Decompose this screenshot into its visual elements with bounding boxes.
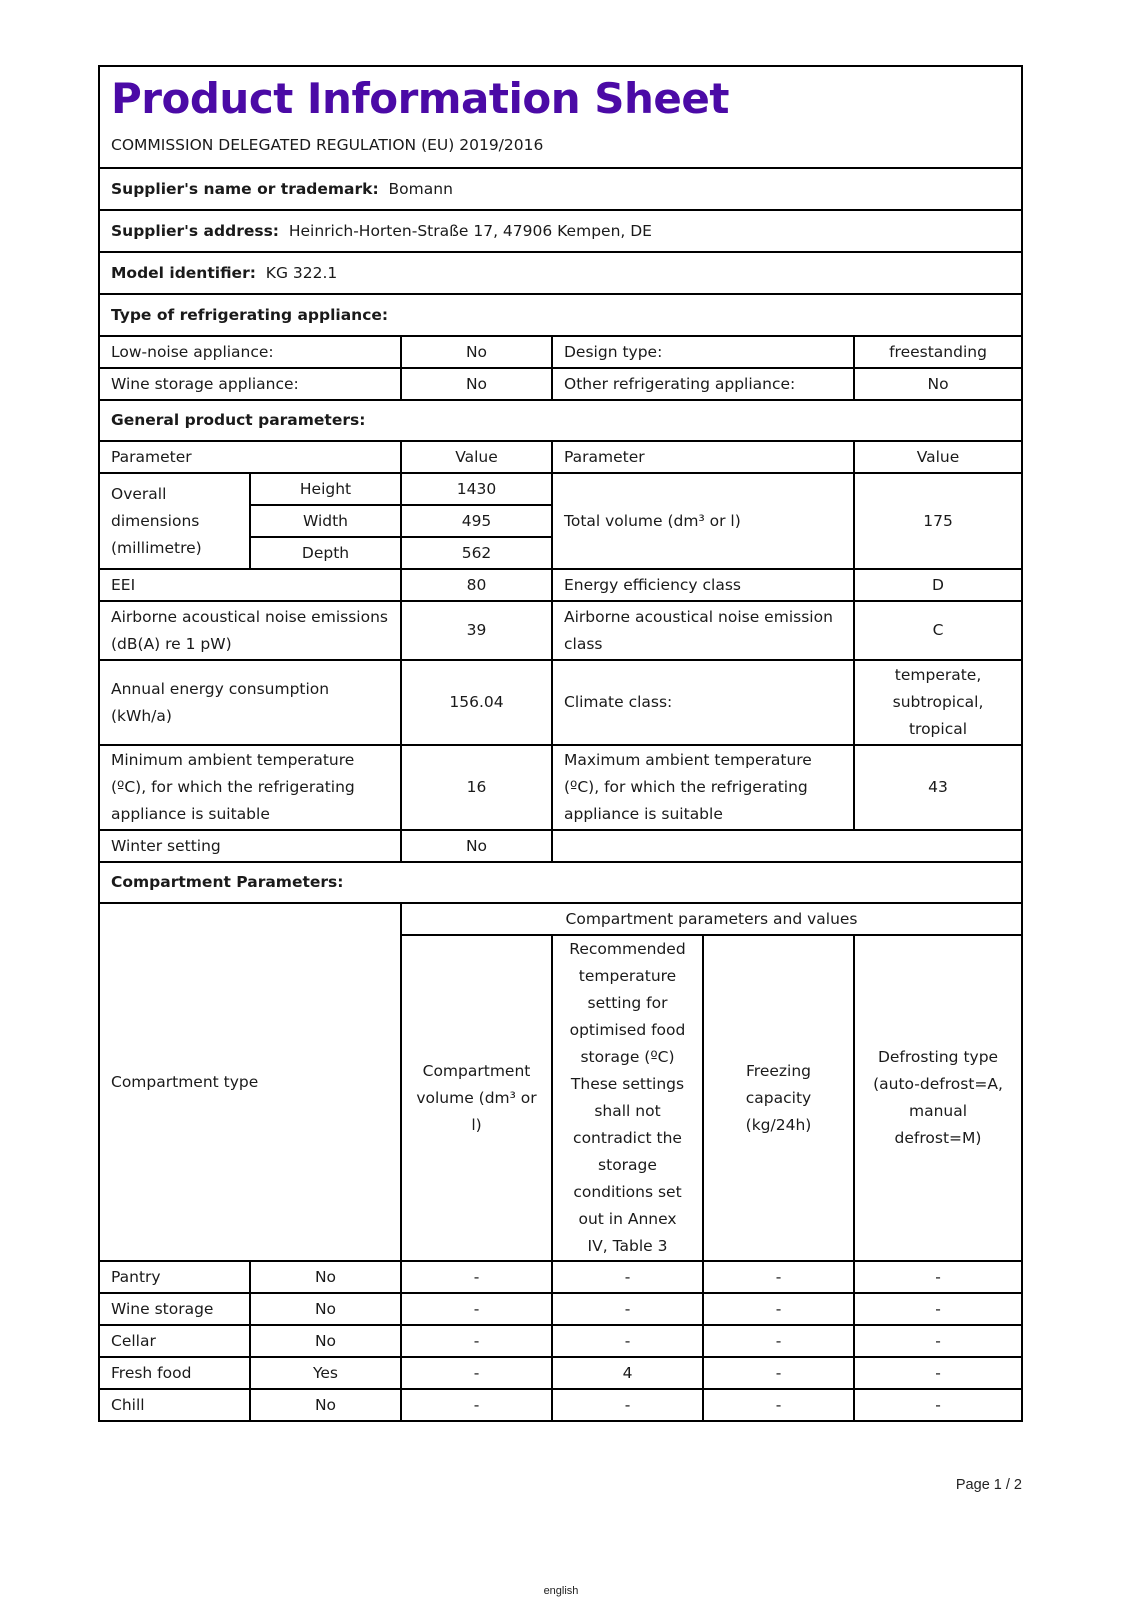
low-noise-value: No <box>401 336 552 368</box>
low-noise-row <box>99 336 1022 368</box>
supplier-name-row <box>99 168 1022 210</box>
table-row <box>99 1357 1022 1389</box>
low-noise-label: Low-noise appliance: <box>99 336 401 368</box>
annual-energy-value: 156.04 <box>401 660 552 745</box>
appliance-type-heading-row <box>99 294 1022 336</box>
compartment-temperature: 4 <box>552 1357 703 1389</box>
ambient-temperature-row <box>99 745 1022 830</box>
general-heading: General product parameters: <box>99 400 1022 441</box>
compartment-present: Yes <box>250 1357 401 1389</box>
compartment-freezing: - <box>703 1357 854 1389</box>
total-volume-value: 175 <box>854 473 1022 569</box>
noise-row <box>99 601 1022 660</box>
wine-storage-row <box>99 368 1022 400</box>
width-label: Width <box>250 505 401 537</box>
compartment-volume: - <box>401 1389 552 1421</box>
compartment-temperature: - <box>552 1293 703 1325</box>
other-appliance-label: Other refrigerating appliance: <box>552 368 854 400</box>
compartment-present: No <box>250 1261 401 1293</box>
compartment-present: No <box>250 1325 401 1357</box>
depth-value: 562 <box>401 537 552 569</box>
appliance-type-heading: Type of refrigerating appliance: <box>99 294 1022 336</box>
height-row <box>99 473 1022 505</box>
value-header-left: Value <box>401 441 552 473</box>
compartment-type-header: Compartment type <box>99 903 401 1261</box>
general-heading-row <box>99 400 1022 441</box>
regulation-subtitle: COMMISSION DELEGATED REGULATION (EU) 2019/2016 <box>111 136 544 154</box>
min-temp-value: 16 <box>401 745 552 830</box>
model-identifier-label: Model identifier: <box>111 263 256 282</box>
parameter-header-right: Parameter <box>552 441 854 473</box>
compartment-heading-row <box>99 862 1022 903</box>
noise-label: Airborne acoustical noise emissions (dB(A) re 1 pW) <box>99 601 401 660</box>
page-number: Page 1 / 2 <box>955 1477 1022 1493</box>
winter-setting-row <box>99 830 1022 862</box>
compartment-volume: - <box>401 1325 552 1357</box>
noise-class-label: Airborne acoustical noise emission class <box>552 601 854 660</box>
compartment-defrost: - <box>854 1325 1022 1357</box>
min-temp-label: Minimum ambient temperature (ºC), for which the refrigerating appliance is suitable <box>99 745 401 830</box>
compartment-freezing: - <box>703 1261 854 1293</box>
table-row <box>99 1293 1022 1325</box>
climate-class-label: Climate class: <box>552 660 854 745</box>
table-row <box>99 1325 1022 1357</box>
parameter-header-left: Parameter <box>99 441 401 473</box>
general-header-row <box>99 441 1022 473</box>
noise-value: 39 <box>401 601 552 660</box>
energy-class-label: Energy efficiency class <box>552 569 854 601</box>
model-identifier-row <box>99 252 1022 294</box>
compartment-name: Cellar <box>99 1325 250 1357</box>
recommended-temperature-header: Recommended temperature setting for optimised food storage (ºC) These settings shall not contradict the storage conditions set out in Annex IV, Table 3 <box>552 935 703 1261</box>
eei-value: 80 <box>401 569 552 601</box>
design-type-label: Design type: <box>552 336 854 368</box>
winter-setting-label: Winter setting <box>99 830 401 862</box>
value-header-right: Value <box>854 441 1022 473</box>
supplier-address-value: Heinrich-Horten-Straße 17, 47906 Kempen, DE <box>288 221 652 240</box>
compartment-temperature: - <box>552 1389 703 1421</box>
dimensions-label: Overall dimensions (millimetre) <box>99 473 250 569</box>
wine-storage-value: No <box>401 368 552 400</box>
product-information-sheet <box>98 65 1021 1422</box>
freezing-capacity-header: Freezing capacity (kg/24h) <box>703 935 854 1261</box>
supplier-name-label: Supplier's name or trademark: <box>111 179 379 198</box>
total-volume-label: Total volume (dm³ or l) <box>552 473 854 569</box>
compartment-header-row-1 <box>99 903 1022 935</box>
compartment-volume-header: Compartment volume (dm³ or l) <box>401 935 552 1261</box>
noise-class-value: C <box>854 601 1022 660</box>
supplier-address-label: Supplier's address: <box>111 221 279 240</box>
info-table <box>98 65 1023 1422</box>
language-label: english <box>543 1585 579 1597</box>
winter-setting-value: No <box>401 830 552 862</box>
defrosting-type-header: Defrosting type (auto-defrost=A, manual defrost=M) <box>854 935 1022 1261</box>
compartment-present: No <box>250 1293 401 1325</box>
title-row <box>99 66 1022 168</box>
compartment-freezing: - <box>703 1325 854 1357</box>
compartment-volume: - <box>401 1261 552 1293</box>
compartment-defrost: - <box>854 1357 1022 1389</box>
eei-row <box>99 569 1022 601</box>
width-value: 495 <box>401 505 552 537</box>
compartment-defrost: - <box>854 1293 1022 1325</box>
wine-storage-label: Wine storage appliance: <box>99 368 401 400</box>
table-row <box>99 1261 1022 1293</box>
compartment-params-header: Compartment parameters and values <box>401 903 1022 935</box>
compartment-name: Fresh food <box>99 1357 250 1389</box>
compartment-name: Pantry <box>99 1261 250 1293</box>
supplier-address-row <box>99 210 1022 252</box>
compartment-volume: - <box>401 1293 552 1325</box>
height-value: 1430 <box>401 473 552 505</box>
table-row <box>99 1389 1022 1421</box>
max-temp-value: 43 <box>854 745 1022 830</box>
compartment-volume: - <box>401 1357 552 1389</box>
compartment-heading: Compartment Parameters: <box>99 862 1022 903</box>
compartment-name: Wine storage <box>99 1293 250 1325</box>
annual-energy-label: Annual energy consumption (kWh/a) <box>99 660 401 745</box>
eei-label: EEI <box>99 569 401 601</box>
height-label: Height <box>250 473 401 505</box>
compartment-defrost: - <box>854 1389 1022 1421</box>
compartment-freezing: - <box>703 1389 854 1421</box>
energy-class-value: D <box>854 569 1022 601</box>
model-identifier-value: KG 322.1 <box>265 263 338 282</box>
compartment-freezing: - <box>703 1293 854 1325</box>
design-type-value: freestanding <box>854 336 1022 368</box>
climate-class-value: temperate, subtropical, tropical <box>854 660 1022 745</box>
compartment-present: No <box>250 1389 401 1421</box>
compartment-name: Chill <box>99 1389 250 1421</box>
supplier-name-value: Bomann <box>388 179 453 198</box>
annual-energy-row <box>99 660 1022 745</box>
page-title: Product Information Sheet <box>111 74 729 123</box>
compartment-temperature: - <box>552 1261 703 1293</box>
max-temp-label: Maximum ambient temperature (ºC), for which the refrigerating appliance is suitable <box>552 745 854 830</box>
empty-cell <box>552 830 1022 862</box>
compartment-temperature: - <box>552 1325 703 1357</box>
depth-label: Depth <box>250 537 401 569</box>
compartment-defrost: - <box>854 1261 1022 1293</box>
other-appliance-value: No <box>854 368 1022 400</box>
